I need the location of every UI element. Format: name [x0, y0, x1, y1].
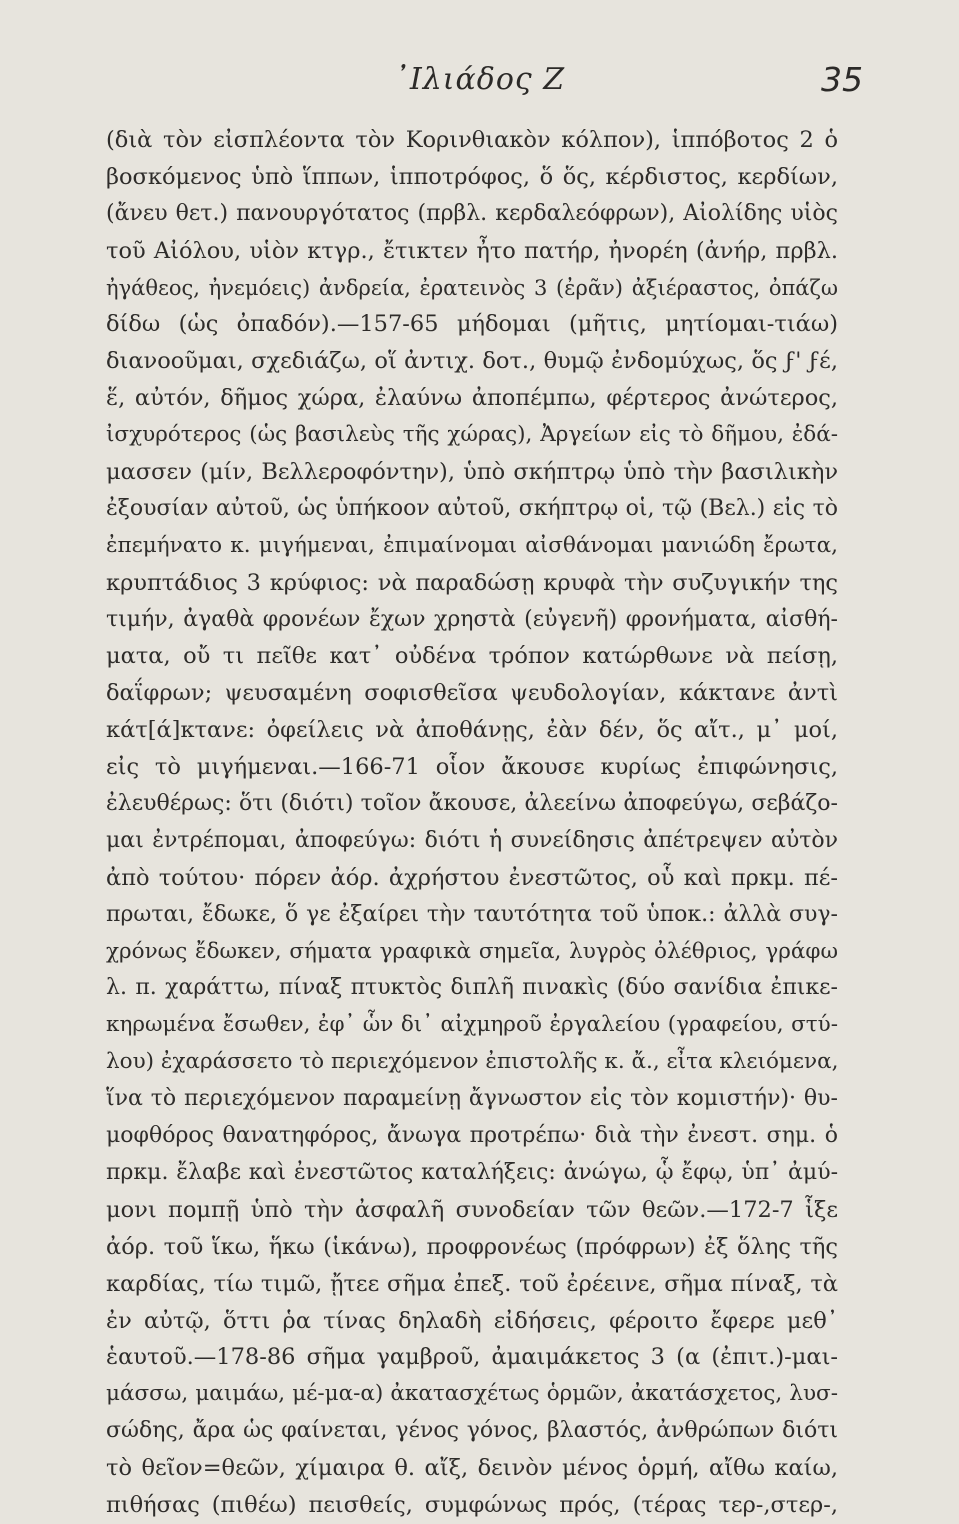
text-line: μάσσω, μαιμάω, μέ-μα-α) ἀκατασχέτως ὁρμῶν, ἀκατάσχετος, λυσ- — [106, 1381, 838, 1407]
text-line: ἐξουσίαν αὐτοῦ, ὡς ὑπήκοον αὐτοῦ, σκήπτρῳ οἱ, τῷ (Βελ.) εἰς τὸ — [106, 495, 838, 521]
text-line: σώδης, ἄρα ὡς φαίνεται, γένος γόνος, βλαστός, ἀνθρώπων διότι — [106, 1418, 838, 1444]
text-line: λ. π. χαράττω, πίναξ πτυκτὸς διπλῆ πινακὶς (δύο σανίδια ἐπικε- — [106, 975, 838, 1001]
running-header-title: ᾿Ιλιάδος Ζ — [393, 62, 566, 97]
text-line: πιθήσας (πιθέω) πεισθείς, συμφώνως πρός, (τέρας τερ-,στερ-, — [106, 1491, 838, 1518]
text-line: τιμήν, ἀγαθὰ φρονέων ἔχων χρηστὰ (εὐγενῆ) φρονήματα, αἰσθή- — [106, 606, 838, 632]
page-number: 35 — [821, 60, 863, 99]
text-line: διανοοῦμαι, σχεδιάζω, οἵ ἀντιχ. δοτ., θυμῷ ἐνδομύχως, ὅς ϝ' ϝέ, — [106, 348, 838, 375]
text-line: ἠγάθεος, ἠνεμόεις) ἀνδρεία, ἐρατεινὸς 3 (ἐρᾶν) ἀξιέραστος, ὀπάζω — [106, 275, 838, 300]
text-line: τοῦ Αἰόλου, υἱὸν κτγρ., ἔτικτεν ἦτο πατήρ, ἠνορέη (ἀνήρ, πρβλ. — [106, 237, 838, 264]
text-line: πρκμ. ἔλαβε καὶ ἐνεστῶτος καταλήξεις: ἀνώγω, ᾧ ἔφῳ, ὑπ᾿ ἀμύ- — [106, 1159, 838, 1185]
text-line: κηρωμένα ἔσωθεν, ἐφ᾿ ὧν δι᾿ αἰχμηροῦ ἐργαλείου (γραφείου, στύ- — [106, 1012, 838, 1038]
text-line: μαι ἐντρέπομαι, ἀποφεύγω: διότι ἡ συνείδησις ἀπέτρεψεν αὐτὸν — [106, 827, 838, 853]
text-line: κάτ[ά]κτανε: ὀφείλεις νὰ ἀποθάνῃς, ἐὰν δέν, ὅς αἴτ., μ᾿ μοί, — [106, 717, 838, 744]
text-line: λου) ἐχαράσσετο τὸ περιεχόμενον ἐπιστολῆς κ. ἄ., εἶτα κλειόμενα, — [106, 1049, 839, 1075]
text-line: ἕ, αὐτόν, δῆμος χώρα, ἐλαύνω ἀποπέμπω, φέρτερος ἀνώτερος, — [106, 385, 838, 412]
text-line: κρυπτάδιος 3 κρύφιος: νὰ παραδώσῃ κρυφὰ τὴν συζυγικήν της — [106, 569, 838, 596]
text-line: (ἄνευ θετ.) πανουργότατος (πρβλ. κερδαλεόφρων), Αἰολίδης υἱὸς — [106, 200, 838, 226]
text-line: ἀπὸ τούτου· πόρεν ἀόρ. ἀχρήστου ἐνεστῶτος, οὗ καὶ πρκμ. πέ- — [106, 864, 838, 891]
text-line: δαΐφρων; ψευσαμένη σοφισθεῖσα ψευδολογίαν, κάκτανε ἀντὶ — [106, 680, 838, 707]
text-line: ἐπεμήνατο κ. μιγήμεναι, ἐπιμαίνομαι αἰσθάνομαι μανιώδη ἔρωτα, — [106, 532, 838, 558]
text-line: ἀόρ. τοῦ ἵκω, ἥκω (ἱκάνω), προφρονέως (πρόφρων) ἐξ ὅλης τῆς — [106, 1233, 838, 1260]
commentary-text-block — [106, 122, 838, 1524]
text-line: ἐλευθέρως: ὅτι (διότι) τοῖον ἄκουσε, ἀλεείνω ἀποφεύγω, σεβάζο- — [106, 791, 838, 817]
text-line: ἵνα τὸ περιεχόμενον παραμείνῃ ἄγνωστον εἰς τὸν κομιστήν)· θυ- — [106, 1086, 838, 1112]
text-line: καρδίας, τίω τιμῶ, ᾔτεε σῆμα ἐπεξ. τοῦ ἐρέεινε, σῆμα πίναξ, τὰ — [106, 1270, 838, 1297]
text-line: ματα, οὔ τι πεῖθε κατ᾿ οὐδένα τρόπον κατώρθωνε νὰ πείσῃ, — [106, 643, 838, 670]
text-line: δίδω (ὡς ὀπαδόν).—157-65 μήδομαι (μῆτις, μητίομαι-τιάω) — [106, 311, 838, 338]
text-line: τὸ θεῖον=θεῶν, χίμαιρα θ. αἴξ, δεινὸν μένος ὁρμή, αἴθω καίω, — [106, 1455, 838, 1482]
text-line: χρόνως ἔδωκεν, σήματα γραφικὰ σημεῖα, λυγρὸς ὀλέθριος, γράφω — [106, 938, 838, 964]
text-line: ἐν αὐτῷ, ὅττι ῥα τίνας δηλαδὴ εἰδήσεις, φέροιτο ἔφερε μεθ᾿ — [106, 1307, 838, 1334]
text-line: πρωται, ἔδωκε, ὅ γε ἐξαίρει τὴν ταυτότητα τοῦ ὑποκ.: ἀλλὰ συγ- — [106, 901, 838, 927]
text-line: μονι πομπῇ ὑπὸ τὴν ἀσφαλῆ συνοδείαν τῶν θεῶν.—172-7 ἷξε — [106, 1196, 838, 1223]
text-line: (διὰ τὸν εἰσπλέοντα τὸν Κορινθιακὸν κόλπον), ἱππόβοτος 2 ὁ — [106, 127, 838, 153]
text-line: εἰς τὸ μιγήμεναι.—166-71 οἷον ἄκουσε κυρίως ἐπιφώνησις, — [106, 754, 838, 781]
text-line: βοσκόμενος ὑπὸ ἵππων, ἱπποτρόφος, ὅ ὅς, κέρδιστος, κερδίων, — [106, 163, 838, 190]
text-line: μασσεν (μίν, Βελλεροφόντην), ὑπὸ σκήπτρῳ ὑπὸ τὴν βασιλικὴν — [106, 459, 838, 486]
text-line: μοφθόρος θανατηφόρος, ἄνωγα προτρέπω· διὰ τὴν ἐνεστ. σημ. ὁ — [106, 1123, 838, 1149]
text-line: ἑαυτοῦ.—178-86 σῆμα γαμβροῦ, ἀμαιμάκετος 3 (α (ἐπιτ.)-μαι- — [106, 1344, 838, 1371]
text-line: ἰσχυρότερος (ὡς βασιλεὺς τῆς χώρας), Ἀργείων εἰς τὸ δῆμου, ἐδά- — [106, 422, 838, 448]
